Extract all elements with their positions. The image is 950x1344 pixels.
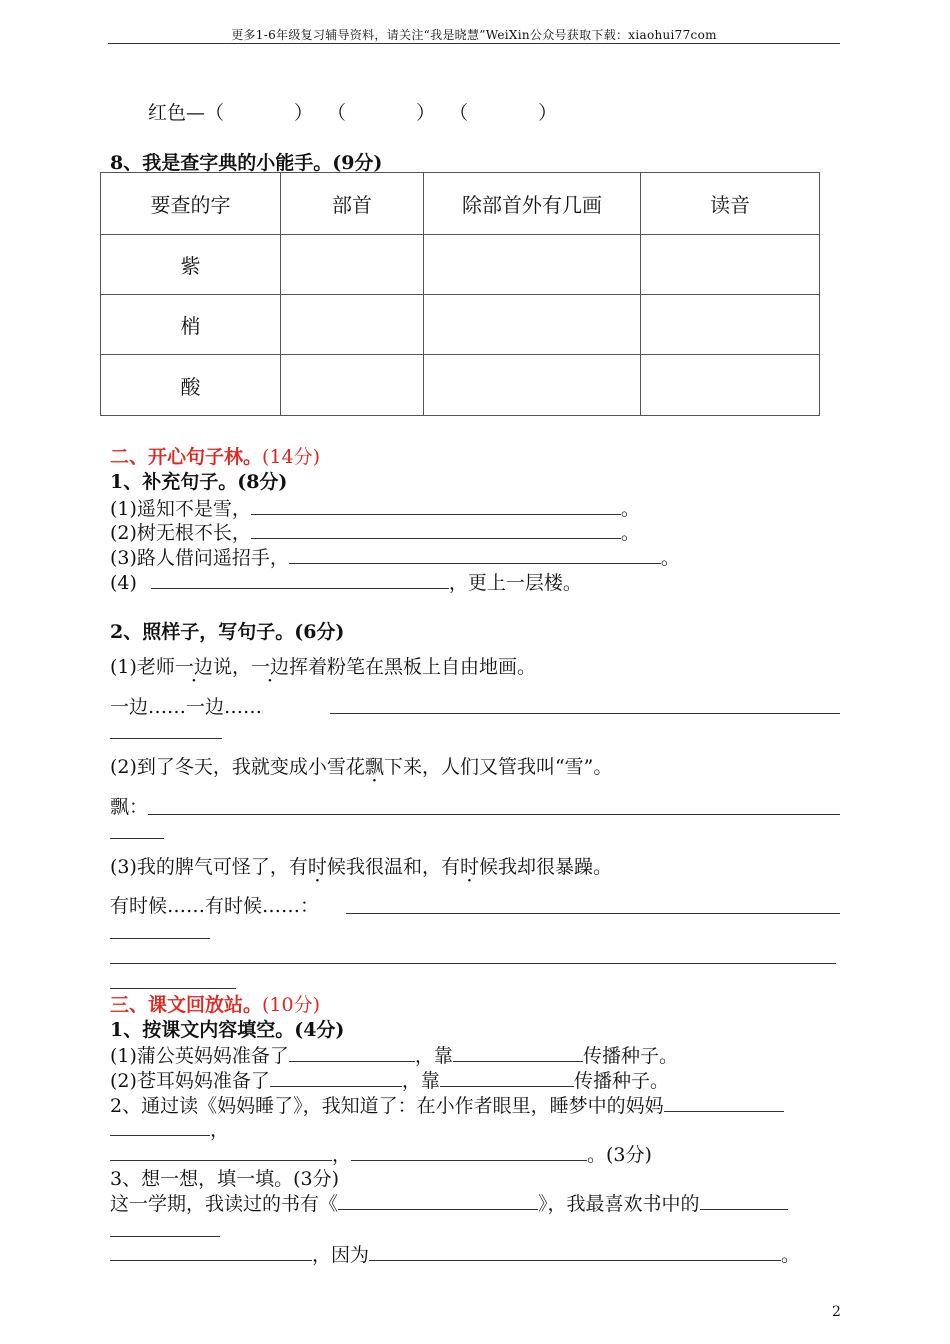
s3-q2-line-3: ， 。(3分) [110,1140,652,1167]
answer-blank[interactable] [151,570,449,589]
answer-blank[interactable] [664,1093,784,1112]
answer-line[interactable] [110,738,222,739]
table-cell-char: 酸 [101,355,281,416]
answer-blank[interactable] [251,520,621,539]
red-color-row: 红色—（ ） （ ） （ ） [148,102,558,124]
answer-blank[interactable] [110,1117,210,1136]
table-cell-blank[interactable] [641,295,820,355]
s3-q2-line-1: 2、通过读《妈妈睡了》，我知道了：在小作者眼里，睡梦中的妈妈 [110,1091,784,1118]
s3-q1-line-2: (2)苍耳妈妈准备了 ，靠 传播种子。 [110,1070,669,1092]
header-rule [108,43,840,44]
table-cell-blank[interactable] [424,235,641,295]
practice-prompt-3: 有时候……有时候……： [110,895,320,917]
s3-q3-title: 3、想一想，填一填。(3分) [110,1168,340,1190]
table-cell-blank[interactable] [641,235,820,295]
answer-blank[interactable] [453,1043,583,1062]
emphasized-word: 一边 [250,656,289,678]
s3-q3-line-1: 这一学期，我读过的书有《 》，我最喜欢书中的 [110,1189,788,1216]
table-header: 读音 [641,173,820,235]
s2-q1-item-1: (1)遥知不是雪， 。 [110,498,640,520]
emphasized-word: 一边 [174,656,213,678]
answer-blank[interactable] [110,1142,332,1161]
s2-q1-item-4: (4) ，更上一层楼。 [110,572,582,594]
answer-blank[interactable] [440,1068,574,1087]
table-cell-blank[interactable] [281,235,424,295]
table-header: 部首 [281,173,424,235]
s3-q3-line-2: ，因为 。 [110,1240,800,1267]
section-2-heading [110,442,320,469]
emphasized-word: 飘 [364,756,384,778]
answer-line[interactable] [110,988,236,989]
answer-blank[interactable] [369,1242,781,1261]
q8-title: 8、我是查字典的小能手。(9分) [110,152,383,174]
s2-q2-title: 2、照样子，写句子。(6分) [110,621,345,643]
table-header: 除部首外有几画 [424,173,641,235]
section-title: 三、课文回放站。 [110,994,263,1016]
example-sentence-2: (2)到了冬天，我就变成小雪花飘下来，人们又管我叫“雪”。 [110,756,613,778]
answer-line[interactable] [110,1236,220,1237]
table-header: 要查的字 [101,173,281,235]
section-score: (10分) [262,994,321,1016]
emphasized-word: 有时候 [440,856,498,878]
table-cell-char: 紫 [101,235,281,295]
practice-prompt-1: 一边……一边…… [110,696,263,718]
table-cell-blank[interactable] [281,295,424,355]
page-header: 更多1-6年级复习辅导资料，请关注“我是晓慧”WeiXin公众号获取下载：xiaohui77com [231,28,717,42]
example-sentence-3: (3)我的脾气可怪了，有时候我很温和，有时候我却很暴躁。 [110,856,612,878]
answer-blank[interactable] [351,1142,587,1161]
section-score: (14分) [262,446,321,468]
answer-blank[interactable] [338,1191,538,1210]
answer-blank[interactable] [289,545,661,564]
practice-prompt-2: 飘： [110,796,149,818]
answer-line[interactable] [148,814,840,815]
answer-line[interactable] [110,838,164,839]
section-title: 二、开心句子林。 [110,446,263,468]
answer-line[interactable] [330,713,840,714]
table-cell-blank[interactable] [424,355,641,416]
s3-q1-title: 1、按课文内容填空。(4分) [110,1019,345,1041]
s2-q1-item-2: (2)树无根不长， 。 [110,522,640,544]
answer-blank[interactable] [700,1191,788,1210]
answer-blank[interactable] [289,1043,415,1062]
answer-blank[interactable] [270,1068,402,1087]
table-cell-char: 梢 [101,295,281,355]
table-cell-blank[interactable] [424,295,641,355]
example-sentence-1: (1)老师一边说，一边挥着粉笔在黑板上自由地画。 [110,656,536,678]
s3-q2-line-2: ， [110,1115,229,1142]
answer-line[interactable] [110,938,210,939]
emphasized-word: 有时候 [288,856,346,878]
answer-blank[interactable] [110,1242,312,1261]
s2-q1-title: 1、补充句子。(8分) [110,471,288,493]
answer-blank[interactable] [251,496,621,515]
table-cell-blank[interactable] [281,355,424,416]
page-number: 2 [832,1304,841,1320]
table-cell-blank[interactable] [641,355,820,416]
s2-q1-item-3: (3)路人借问遥招手， 。 [110,547,680,569]
s3-q1-line-1: (1)蒲公英妈妈准备了 ，靠 传播种子。 [110,1045,678,1067]
dictionary-table [100,172,820,416]
red-color-label: 红色— [148,102,206,124]
section-3-heading [110,990,320,1017]
answer-line[interactable] [346,913,840,914]
answer-line[interactable] [110,963,836,964]
